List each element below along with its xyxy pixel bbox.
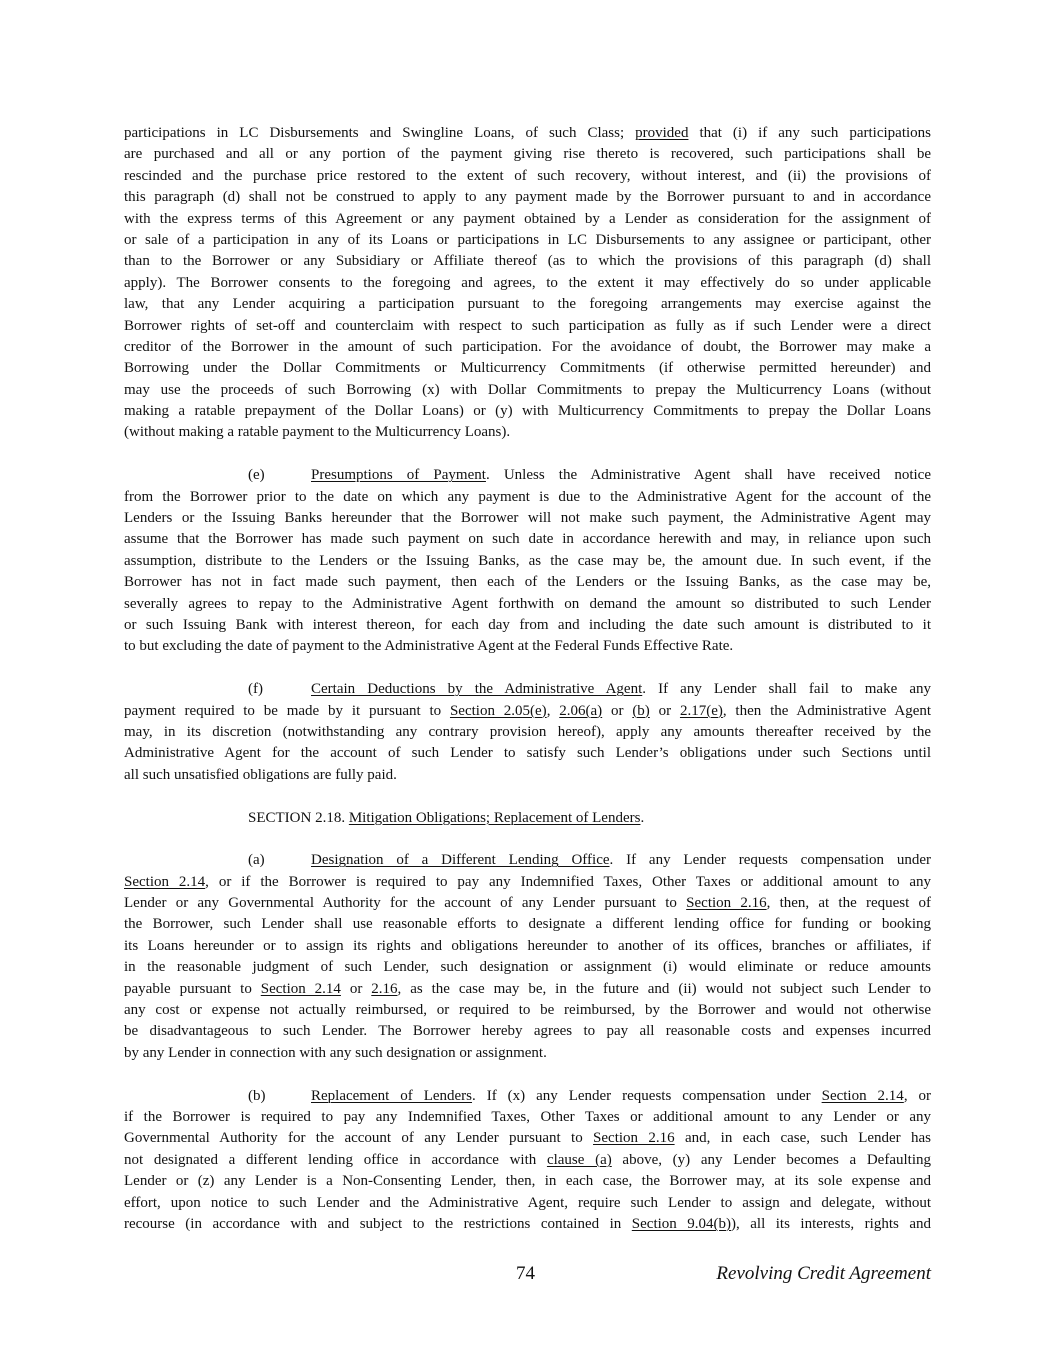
text-line [124, 893, 931, 914]
underlined-reference: clause (a) [546, 1151, 612, 1168]
text-line [124, 209, 931, 230]
text-line [124, 957, 931, 978]
page-footer [0, 1263, 1055, 1289]
text-run: . [640, 809, 645, 826]
text-run: severally agrees to repay to the Administrative Agent forthwith on demand the amount so distributed to such Lender [124, 595, 931, 612]
underlined-reference: 2.06(a) [559, 702, 603, 719]
text-line [124, 465, 931, 486]
underlined-reference: Section 2.16 [686, 895, 767, 912]
text-line [124, 701, 931, 722]
line-text [124, 872, 931, 893]
line-text [124, 166, 931, 187]
text-run: , [546, 702, 560, 719]
text-line [124, 358, 931, 379]
line-text [311, 679, 931, 700]
line-text [124, 1171, 931, 1192]
text-line [124, 251, 931, 272]
section-heading [124, 808, 931, 829]
text-line [124, 380, 931, 401]
underlined-reference: Section 2.14 [124, 873, 206, 890]
text-run: payment required to be made by it pursuant to [124, 702, 450, 719]
line-text [311, 850, 931, 871]
text-line [124, 529, 931, 550]
text-line [124, 1214, 931, 1235]
text-run: , or [903, 1087, 931, 1104]
text-line [124, 123, 931, 144]
paragraph-marker: (b) [248, 1087, 266, 1104]
line-text [124, 251, 931, 272]
text-run: . If any Lender requests compensation under [609, 852, 931, 869]
paragraph-marker: (f) [248, 681, 263, 698]
paragraph [124, 465, 931, 658]
text-run: or [340, 980, 372, 997]
paragraph [124, 123, 931, 444]
line-text [124, 316, 931, 337]
text-run: making a ratable prepayment of the Dollar Loans) or (y) with Multicurrency Commitments to prepay the Dollar Loans [124, 403, 931, 420]
line-text [124, 401, 931, 422]
text-run: or [649, 702, 680, 719]
text-line [124, 422, 931, 443]
text-line [124, 230, 931, 251]
text-line [124, 979, 931, 1000]
text-run: Governmental Authority for the account of any Lender pursuant to [124, 1130, 594, 1147]
text-run: , then the Administrative Agent [722, 702, 931, 719]
text-run: participations in LC Disbursements and Swingline Loans, of such Class; [124, 125, 636, 141]
text-run: assume that the Borrower has made such payment on such date in accordance herewith and may, in reliance upon such [124, 531, 931, 548]
line-text [124, 1043, 931, 1064]
line-text [124, 1150, 931, 1171]
line-text [124, 1107, 931, 1128]
text-line [124, 1128, 931, 1149]
text-run: SECTION 2.18. [248, 809, 349, 826]
text-run: may use the proceeds of such Borrowing (x) with Dollar Commitments to prepay the Multicurrency Loans (without [124, 381, 931, 398]
text-run: effort, upon notice to such Lender and the Administrative Agent, require such Lender to assign and delegate, without [124, 1194, 931, 1211]
text-line [124, 765, 931, 786]
text-line [124, 166, 931, 187]
text-line [124, 636, 931, 657]
text-run: recourse (in accordance with and subject to the restrictions contained in [124, 1215, 632, 1232]
text-run: . Unless the Administrative Agent shall have received notice [485, 467, 931, 484]
text-line [124, 337, 931, 358]
text-line [124, 316, 931, 337]
line-text [124, 701, 931, 722]
text-line [124, 1150, 931, 1171]
document-title: Revolving Credit Agreement [716, 1263, 931, 1284]
underlined-reference: Section 2.14 [821, 1087, 904, 1104]
text-line [124, 187, 931, 208]
text-line [124, 401, 931, 422]
paragraph-marker: (a) [248, 852, 265, 869]
underlined-reference: 2.16 [371, 980, 398, 997]
text-run: all such unsatisfied obligations are fully paid. [124, 766, 397, 783]
line-text [124, 422, 931, 443]
line-text [124, 594, 931, 615]
page-number: 74 [516, 1263, 535, 1284]
text-run: , or if the Borrower is required to pay any Indemnified Taxes, Other Taxes or additional amount to any [205, 873, 931, 890]
paragraph-marker: (e) [248, 467, 265, 484]
underlined-reference: Section 2.05(e) [449, 702, 547, 719]
line-text [124, 209, 931, 230]
text-run: payable pursuant to [124, 980, 261, 997]
text-run: ), all its interests, rights and [731, 1215, 931, 1232]
text-run: Lenders or the Issuing Banks hereunder that the Borrower will not make such payment, the Administrative Agent may [124, 510, 931, 527]
text-line [124, 679, 931, 700]
line-text [124, 957, 931, 978]
line-text [124, 187, 931, 208]
text-line [124, 1021, 931, 1042]
text-line [124, 508, 931, 529]
text-run: to but excluding the date of payment to the Administrative Agent at the Federal Funds Effective Rate. [124, 638, 734, 655]
text-run: Borrowing under the Dollar Commitments or Multicurrency Commitments (if otherwise permitted hereunder) and [124, 360, 931, 377]
text-run: law, that any Lender acquiring a participation pursuant to the foregoing arrangements may exercise against the [124, 296, 931, 313]
text-run: creditor of the Borrower in the amount of such participation. For the avoidance of doubt, the Borrower may make a [124, 338, 931, 355]
text-run: with the express terms of this Agreement or any payment obtained by a Lender as consideration for the assignment of [124, 210, 931, 227]
text-line [124, 743, 931, 764]
line-text [124, 936, 931, 957]
text-run: are purchased and all or any portion of the payment giving rise thereto is recovered, such participations shall be [124, 146, 931, 163]
text-line [124, 936, 931, 957]
line-text [311, 1086, 931, 1107]
text-run: its Loans hereunder or to assign its rights and obligations hereunder to another of its offices, branches or affiliates, if [124, 937, 931, 954]
text-run: Lender or any Governmental Authority for the account of any Lender pursuant to [124, 895, 687, 912]
text-line [124, 722, 931, 743]
line-text [124, 294, 931, 315]
text-run: or [602, 702, 633, 719]
text-run: Administrative Agent for the account of such Lender to satisfy such Lender’s obligations under such Sections until [124, 745, 931, 762]
text-line [124, 615, 931, 636]
line-text [248, 808, 931, 829]
line-text [124, 230, 931, 251]
paragraph [124, 1086, 931, 1236]
line-text [124, 487, 931, 508]
text-line [124, 144, 931, 165]
text-line [124, 1193, 931, 1214]
text-run: that (i) if any such participations [688, 125, 931, 141]
text-line [124, 1171, 931, 1192]
line-text [124, 1214, 931, 1235]
text-run: be disadvantageous to such Lender. The Borrower hereby agrees to pay all reasonable costs and expenses incurred [124, 1023, 931, 1040]
text-run: above, (y) any Lender becomes a Defaulting [611, 1151, 931, 1168]
text-run: Lender or (z) any Lender is a Non-Consenting Lender, then, in each case, the Borrower may, at its sole expense and [124, 1173, 931, 1190]
text-run: may, in its discretion (notwithstanding any contrary provision hereof), apply any amounts thereafter received by the [124, 723, 931, 740]
line-text [124, 979, 931, 1000]
line-text [124, 123, 931, 144]
text-run: (without making a ratable payment to the Multicurrency Loans). [124, 424, 511, 441]
text-line [124, 572, 931, 593]
text-run: assumption, distribute to the Lenders or the Issuing Banks, as the case may be, the amount due. In such event, if the [124, 552, 931, 569]
text-run: the Borrower, such Lender shall use reasonable efforts to designate a different lending office for funding or booking [124, 916, 931, 933]
text-run: and, in each case, such Lender has [674, 1130, 931, 1147]
text-line [124, 1086, 931, 1107]
line-text [124, 743, 931, 764]
text-run: by any Lender in connection with any such designation or assignment. [124, 1044, 547, 1061]
line-text [124, 572, 931, 593]
underlined-reference: Section 2.16 [593, 1130, 675, 1147]
text-run: if the Borrower is required to pay any Indemnified Taxes, Other Taxes or additional amount to any Lender or any [124, 1108, 931, 1125]
text-line [124, 294, 931, 315]
line-text [124, 722, 931, 743]
text-line [124, 1107, 931, 1128]
text-line [124, 1043, 931, 1064]
underlined-reference: 2.17(e) [679, 702, 723, 719]
line-text [124, 914, 931, 935]
text-run: or sale of a participation in any of its Loans or participations in LC Disbursements to any assignee or participant, other [124, 231, 931, 248]
line-text [124, 636, 931, 657]
underlined-reference: provided [635, 125, 689, 141]
text-run: this paragraph (d) shall not be construed to apply to any payment made by the Borrower pursuant to and in accordance [124, 189, 931, 206]
line-text [124, 893, 931, 914]
text-line [124, 551, 931, 572]
line-text [124, 337, 931, 358]
underlined-reference: Mitigation Obligations; Replacement of Lenders [348, 809, 641, 826]
text-run: in the reasonable judgment of such Lender, such designation or assignment (i) would eliminate or reduce amounts [124, 959, 931, 976]
line-text [311, 465, 931, 486]
text-run: than to the Borrower or any Subsidiary or Affiliate thereof (as to which the provisions of this paragraph (d) shall [124, 253, 931, 270]
text-run: apply). The Borrower consents to the foregoing and agrees, to the extent it may effectively do so under applicable [124, 274, 931, 291]
line-text [124, 508, 931, 529]
document-body [124, 123, 931, 1257]
text-line [124, 850, 931, 871]
underlined-reference: Section 2.14 [260, 980, 341, 997]
text-run: not designated a different lending office in accordance with [124, 1151, 547, 1168]
line-text [124, 1000, 931, 1021]
text-line [124, 273, 931, 294]
underlined-reference: Designation of a Different Lending Office [311, 852, 610, 869]
underlined-reference: (b) [632, 702, 650, 719]
line-text [124, 380, 931, 401]
line-text [124, 765, 931, 786]
text-line [124, 872, 931, 893]
text-run: rescinded and the purchase price restored to the extent of such recovery, without interest, and (ii) the provisions of [124, 167, 931, 184]
text-run: , then, at the request of [766, 895, 931, 912]
text-line [124, 487, 931, 508]
underlined-reference: Presumptions of Payment [311, 467, 486, 484]
line-text [124, 1128, 931, 1149]
line-text [124, 529, 931, 550]
text-run: . If (x) any Lender requests compensation under [472, 1087, 822, 1104]
line-text [124, 1021, 931, 1042]
text-run: Borrower has not in fact made such payment, then each of the Lenders or the Issuing Banks, as the case may be, [124, 574, 931, 591]
line-text [124, 551, 931, 572]
text-run: any cost or expense not actually reimbursed, or required to be reimbursed, by the Borrower and would not otherwise [124, 1002, 931, 1019]
text-run: Borrower rights of set-off and counterclaim with respect to such participation as fully as if such Lender were a direct [124, 317, 931, 334]
text-line [124, 808, 931, 829]
underlined-reference: Replacement of Lenders [311, 1087, 473, 1104]
underlined-reference: Section 9.04(b) [631, 1215, 732, 1232]
text-line [124, 1000, 931, 1021]
text-run: , as the case may be, in the future and (ii) would not subject such Lender to [397, 980, 931, 997]
underlined-reference: Certain Deductions by the Administrative Agent [311, 681, 643, 698]
line-text [124, 358, 931, 379]
line-text [124, 615, 931, 636]
text-run: . If any Lender shall fail to make any [642, 681, 931, 698]
paragraph [124, 679, 931, 786]
line-text [124, 1193, 931, 1214]
text-line [124, 914, 931, 935]
text-run: from the Borrower prior to the date on which any payment is due to the Administrative Agent for the account of the [124, 488, 931, 505]
line-text [124, 144, 931, 165]
text-run: or such Issuing Bank with interest thereon, for each day from and including the date such amount is distributed to it [124, 616, 931, 633]
text-line [124, 594, 931, 615]
paragraph [124, 850, 931, 1064]
line-text [124, 273, 931, 294]
